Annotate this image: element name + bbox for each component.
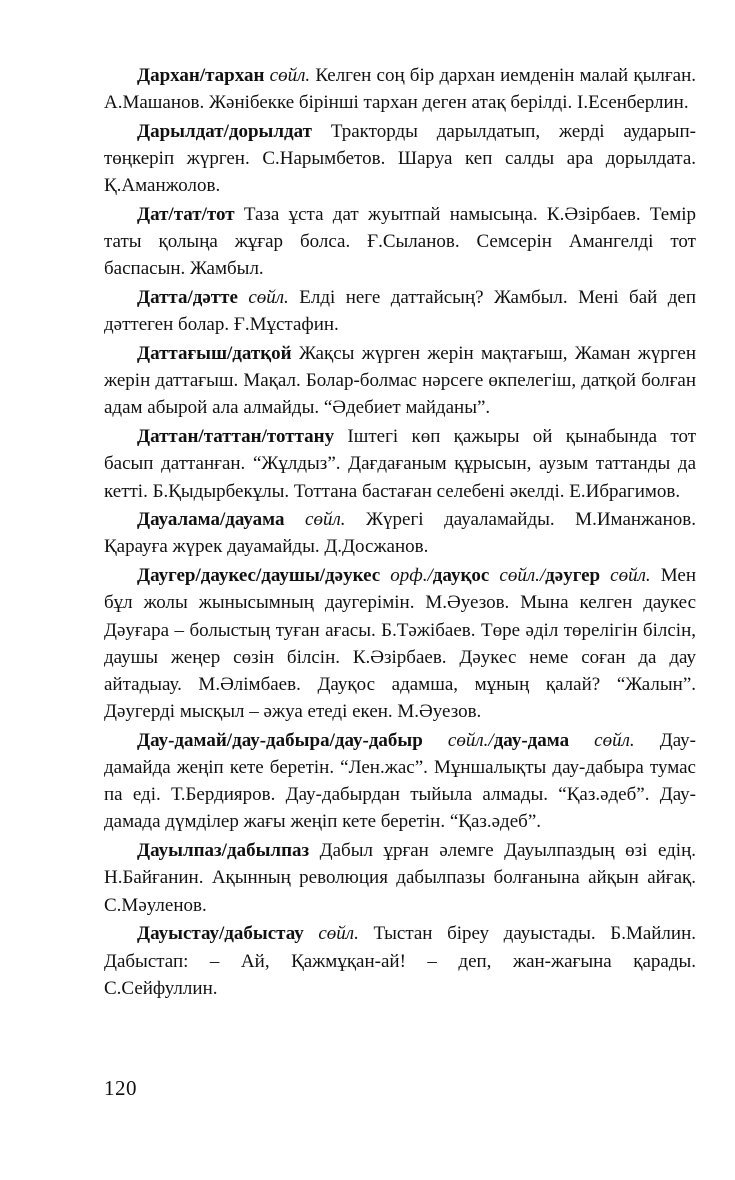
headword: Датта/дәтте [137,287,238,309]
entry-daualama [104,506,696,560]
entry-text: Тракторды дарылдатып, жерді аударып-төңкеріп жүрген. С.Нарымбетов. Шаруа кеп салды ара дорылдата. Қ.Аманжолов. [104,120,696,197]
entry-text: Елді неге даттайсың? Жамбыл. Мені бай деп дәттеген болар. Ғ.Мұстафин. [104,287,696,336]
entry-text: Дабыл ұрған әлемге Дауылпаздың өзі едің. Н.Байғанин. Ақынның революция дабылпазы болғанына айқын айғақ. С.Мәуленов. [104,840,696,916]
headword: Дауалама/дауама [137,509,285,531]
entry-text: Жүрегі дауаламайды. М.Иманжанов. Қарауға жүрек дауамайды. Д.Досжанов. [104,509,696,558]
entry-text: Дау-дамайда жеңіп кете беретін. “Лен.жас”. Мұншалықты дау-дабыра тумас па еді. Т.Бердияров. Дау-дабырдан тыйыла алмады. “Қаз.әдеб”. Дау-дамада дүмділер жағы жеңіп кете беретін. “Қаз.әдеб”. [104,729,697,833]
entry-dauylpaz [104,837,696,919]
entry-dat [104,201,696,283]
usage-label: сөйл. [284,509,346,531]
entry-dattan [104,423,696,505]
entry-text: Мен бұл жолы жынысымның даугерімін. М.Әуезов. Мына келген даукес Дәуғара – болыстың туған ағасы. Б.Тәжібаев. Төре әділ төрелігін білсін, даушы жеңер сөзін білсін. К.Әзірбаев. Дәукес неме соған да дау айтадыау. М.Әлімбаев. Дауқос адамша, мұның қалай? “Жалын”. Дәугерді мысқыл – әжуа етеді екен. М.Әуезов. [104,565,696,723]
usage-label: орф./ [380,565,433,587]
entry-text: Жақсы жүрген жерін мақтағыш, Жаман жүрген жерін даттағыш. Мақал. Болар-болмас нәрсеге өкпелегіш, датқой болған адам абырой ала алмайды. “Әдебиет майданы”. [104,343,696,419]
headword-variant: дауқос [432,565,490,587]
headword-variant: дау-дама [493,729,570,751]
headword: Даугер/даукес/даушы/дәукес [137,565,381,587]
usage-label: сөйл./ [422,729,494,751]
headword: Дауыстау/дабыстау [137,923,304,945]
entry-dau-damai [104,727,696,836]
entry-text: Тыстан біреу дауыстады. Б.Майлин. Дабыстап: – Ай, Қажмұқан-ай! – деп, жан-жағына қарады. С.Сейфуллин. [104,923,697,999]
entry-datta [104,284,696,338]
usage-label: сөйл. [303,923,359,945]
usage-label: сөйл. [237,287,289,309]
headword: Дат/тат/тот [137,204,235,226]
entry-text: Келген соң бір дархан иемденін малай қылған. А.Машанов. Жәнібекке бірінші тархан деген атақ берілді. І.Есенберлин. [104,65,697,114]
entry-dauger [104,562,696,725]
headword: Даттан/таттан/тоттану [137,426,335,448]
entry-darkhan [104,62,696,116]
page-number: 120 [104,1076,137,1100]
entry-dattagysh [104,340,696,422]
usage-label: сөйл. [264,65,311,86]
entry-text: Іштегі көп қажыры ой қынабында тот басып даттанған. “Жұлдыз”. Дағдағаным құрысын, аузым таттанды да кетті. Б.Қыдырбекұлы. Тоттана бастаған селебені әкелді. Е.Ибрагимов. [104,426,696,502]
headword: Дархан/тархан [137,65,265,86]
dictionary-page [104,62,696,1003]
entry-text: Таза ұста дат жуытпай намысыңа. К.Әзірбаев. Темір таты қолыңа жұғар болса. Ғ.Сыланов. Семсерін Амангелді тот баспасын. Жамбыл. [104,204,696,280]
headword: Дау-дамай/дау-дабыра/дау-дабыр [137,729,423,751]
headword: Дарылдат/дорылдат [137,120,312,142]
usage-label-variant-2: сөйл. [600,565,651,587]
usage-label-variant: сөйл. [569,729,635,751]
usage-label-variant: сөйл./ [489,565,546,587]
headword-variant-2: дәугер [545,565,601,587]
entry-dauystau [104,920,696,1002]
headword: Даттағыш/датқой [137,343,292,365]
entry-darylldat [104,118,696,200]
headword: Дауылпаз/дабылпаз [137,840,310,862]
